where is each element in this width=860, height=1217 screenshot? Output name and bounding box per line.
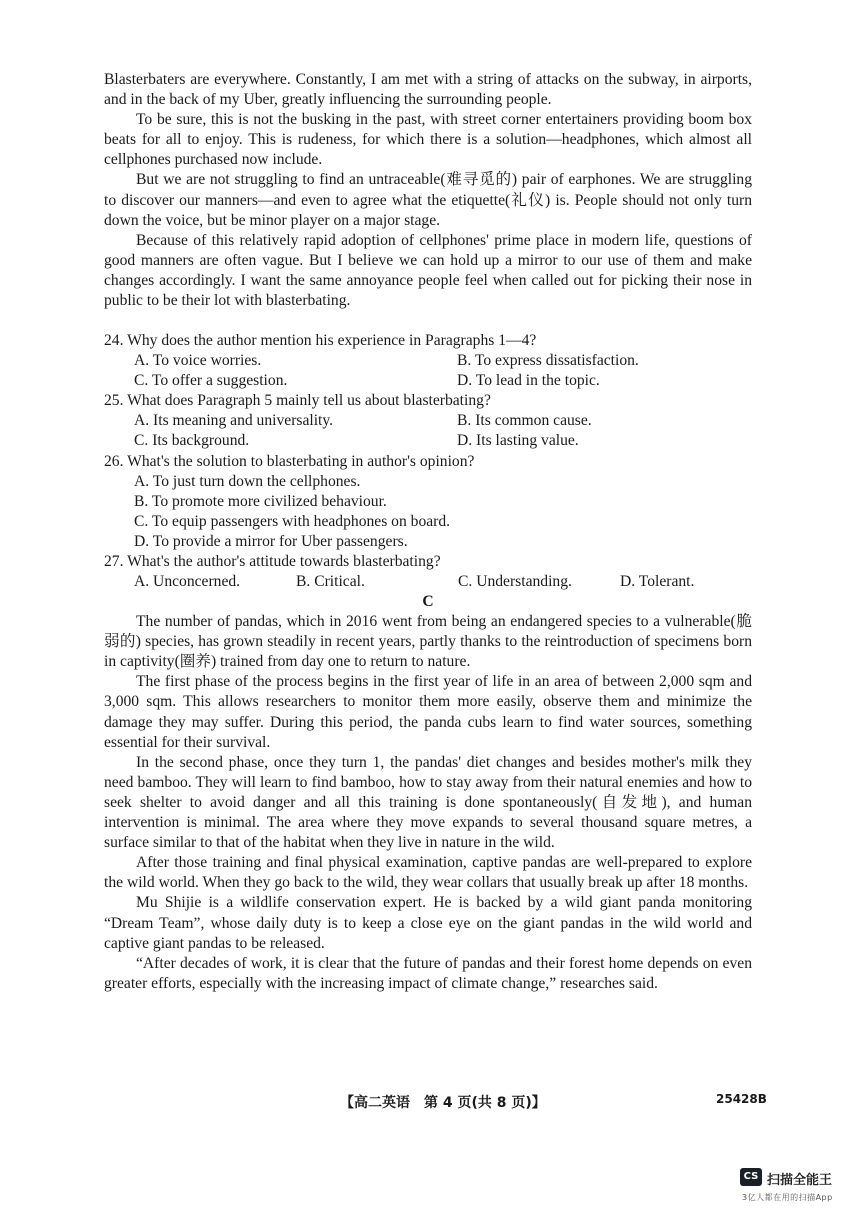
option-b[interactable]: B. Its common cause. <box>457 412 592 430</box>
option-c[interactable]: C. Its background. <box>134 432 250 450</box>
question-stem: 24. Why does the author mention his experience in Paragraphs 1—4? <box>104 332 537 349</box>
option-a[interactable]: A. To voice worries. <box>134 352 262 370</box>
questions-block <box>104 331 752 592</box>
question-27 <box>104 552 752 592</box>
option-a[interactable]: A. To just turn down the cellphones. <box>134 472 361 490</box>
camscanner-logo-icon: CS <box>740 1168 762 1186</box>
question-25 <box>104 391 752 451</box>
section-label: C <box>422 593 434 610</box>
question-24 <box>104 331 752 391</box>
option-d[interactable]: D. Its lasting value. <box>457 432 579 450</box>
question-stem: 25. What does Paragraph 5 mainly tell us about blasterbating? <box>104 392 491 410</box>
option-d[interactable]: D. To provide a mirror for Uber passengers. <box>134 532 408 550</box>
question-26 <box>104 452 752 552</box>
passage-b-continued <box>104 70 752 311</box>
paragraph: Because of this relatively rapid adoption of cellphones' prime place in modern life, questions of good manners are often vague. But I believe we can hold up a mirror to our use of them and make changes accordingly. I want the same annoyance people feel when called out for picking their nose in public to be their lot with blasterbating. <box>104 231 752 310</box>
option-c[interactable]: C. To offer a suggestion. <box>134 372 288 390</box>
paragraph: But we are not struggling to find an untraceable(难寻觅的) pair of earphones. We are struggling to discover our manners—and even to agree what the etiquette(礼仪) is. People should not only turn down the voice, but be minor player on a major stage. <box>104 171 752 229</box>
option-b[interactable]: B. To promote more civilized behaviour. <box>134 492 387 510</box>
paragraph: The number of pandas, which in 2016 went from being an endangered species to a vulnerable(脆弱的) species, has grown steadily in recent years, partly thanks to the reintroduction of specimens born in captivity(圈养) trained from day one to return to nature. <box>104 613 752 671</box>
option-d[interactable]: D. To lead in the topic. <box>457 372 600 390</box>
watermark-name: 扫描全能王 <box>767 1173 833 1188</box>
passage-c <box>104 592 752 994</box>
paragraph: Mu Shijie is a wildlife conservation expert. He is backed by a wild giant panda monitoring “Dream Team”, whose daily duty is to keep a close eye on the giant pandas in the wild world and captive giant pandas to be released. <box>104 894 752 952</box>
page-label: 【高二英语 第 4 页(共 8 页)】 <box>340 1095 546 1111</box>
paragraph: Blasterbaters are everywhere. Constantly, I am met with a string of attacks on the subway, in airports, and in the back of my Uber, greatly influencing the surrounding people. <box>104 71 752 109</box>
option-c[interactable]: C. Understanding. <box>458 573 572 591</box>
option-a[interactable]: A. Its meaning and universality. <box>134 412 334 430</box>
paragraph: In the second phase, once they turn 1, the pandas' diet changes and besides mother's milk they need bamboo. They will learn to find bamboo, how to stay away from their natural enemies and how to seek shelter to avoid danger and all this training is done spontaneously(自发地), and human intervention is minimal. The area where they move expands to several thousand square metres, a surface similar to that of the habitat when they live in nature in the wild. <box>104 753 752 852</box>
exam-code: 25428B <box>716 1092 767 1106</box>
question-stem: 27. What's the author's attitude towards blasterbating? <box>104 553 441 571</box>
option-c[interactable]: C. To equip passengers with headphones on board. <box>134 512 451 530</box>
question-stem: 26. What's the solution to blasterbating in author's opinion? <box>104 452 475 470</box>
watermark-tagline: 3亿人都在用的扫描App <box>742 1193 833 1202</box>
options <box>104 411 752 451</box>
options <box>104 572 752 592</box>
option-b[interactable]: B. Critical. <box>296 573 365 591</box>
paragraph: To be sure, this is not the busking in the past, with street corner entertainers providing boom box beats for all to enjoy. This is rudeness, for which there is a solution—headphones, which almost all cellphones purchased now include. <box>104 111 752 169</box>
option-d[interactable]: D. Tolerant. <box>620 573 695 591</box>
option-a[interactable]: A. Unconcerned. <box>134 573 241 591</box>
paragraph: The first phase of the process begins in the first year of life in an area of between 2,000 sqm and 3,000 sqm. This allows researchers to monitor them more easily, observe them and minimize the damage they may suffer. During this period, the panda cubs learn to find water sources, something essential for their survival. <box>104 673 752 751</box>
option-b[interactable]: B. To express dissatisfaction. <box>457 352 639 370</box>
paragraph: “After decades of work, it is clear that the future of pandas and their forest home depends on even greater efforts, especially with the increasing impact of climate change,” researches said. <box>104 954 752 992</box>
scanner-watermark <box>740 1168 850 1208</box>
options <box>104 351 752 391</box>
paragraph: After those training and final physical examination, captive pandas are well-prepared to explore the wild world. When they go back to the wild, they wear collars that usually break up after 18 months. <box>104 854 752 892</box>
